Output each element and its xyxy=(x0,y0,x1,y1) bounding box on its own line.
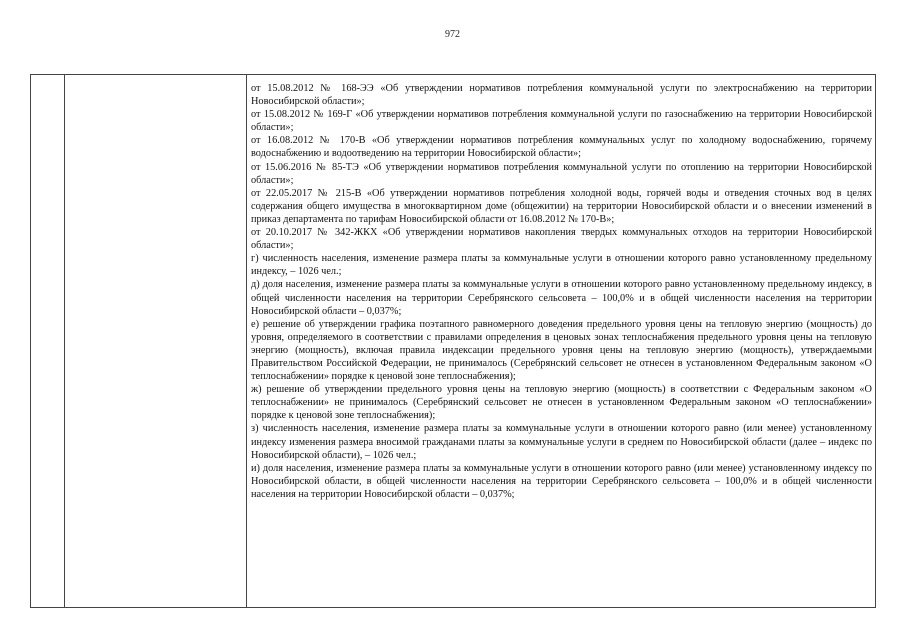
paragraph: д) доля населения, изменение размера платы за коммунальные услуги в отношении которого равно установленному предельному индексу, в общей численности населения на территории Серебрянского сельсовета – 100,0% и в общей численности населения на территории Новосибирской области – 0,037%; xyxy=(251,279,872,317)
paragraph: от 16.08.2012 № 170-В «Об утверждении нормативов потребления коммунальных услуг по холодному водоснабжению, горячему водоснабжению и водоотведению на территории Новосибирской области»; xyxy=(251,135,872,160)
page-number: 972 xyxy=(445,29,460,40)
table-column-content xyxy=(247,75,875,607)
paragraph: от 20.10.2017 № 342-ЖКХ «Об утверждении нормативов накопления твердых коммунальных отходов на территории Новосибирской области»; xyxy=(251,227,872,252)
table-column-number xyxy=(31,75,65,607)
document-table xyxy=(30,74,876,608)
paragraph: е) решение об утверждении графика поэтапного равномерного доведения предельного уровня цены на тепловую энергию (мощность) до уровня, определяемого в соответствии с правилами определения в ценовых зонах теплоснабжения предельного уровня цены на тепловую энергию (мощность), включая правила индексации предельного уровня цены на тепловую энергию (мощность), утверждаемыми Правительством Российской Федерации, не принималось (Серебрянский сельсовет не отнесен в установленном Федеральным законом «О теплоснабжении» порядке к ценовой зоне теплоснабжения); xyxy=(251,318,872,383)
paragraph: и) доля населения, изменение размера платы за коммунальные услуги в отношении которого равно (или менее) установленному индексу по Новосибирской области, в общей численности населения на территории Серебрянского сельсовета – 100,0% и в общей численности населения на территории Новосибирской области – 0,037%; xyxy=(251,462,872,500)
paragraph: от 15.08.2012 № 168-ЭЭ «Об утверждении нормативов потребления коммунальной услуги по электроснабжению на территории Новосибирской области»; xyxy=(251,83,872,108)
paragraph: от 15.06.2016 № 85-ТЭ «Об утверждении нормативов потребления коммунальной услуги по отоплению на территории Новосибирской области»; xyxy=(251,161,872,186)
paragraph: от 22.05.2017 № 215-В «Об утверждении нормативов потребления холодной воды, горячей воды и отведения сточных вод в целях содержания общего имущества в многоквартирном доме (общежитии) на территории Новосибирской области и о внесении изменений в приказ департамента по тарифам Новосибирской области от 16.08.2012 № 170-В»; xyxy=(251,187,872,225)
paragraph: от 15.08.2012 № 169-Г «Об утверждении нормативов потребления коммунальной услуги по газоснабжению на территории Новосибирской области»; xyxy=(251,109,872,134)
paragraph: ж) решение об утверждении предельного уровня цены на тепловую энергию (мощность) в соответствии с Федеральным законом «О теплоснабжении» не принималось (Серебрянский сельсовет не отнесен в установленном Федеральным законом «О теплоснабжении» порядке к ценовой зоне теплоснабжения); xyxy=(251,384,872,422)
table-column-name xyxy=(64,75,247,607)
paragraph: з) численность населения, изменение размера платы за коммунальные услуги в отношении которого равно (или менее) установленному индексу изменения размера вносимой гражданами платы за коммунальные услуги в среднем по Новосибирской области (далее – индекс по Новосибирской области), – 1026 чел.; xyxy=(251,423,872,461)
paragraph: г) численность населения, изменение размера платы за коммунальные услуги в отношении которого равно установленному предельному индексу, – 1026 чел.; xyxy=(251,253,872,278)
